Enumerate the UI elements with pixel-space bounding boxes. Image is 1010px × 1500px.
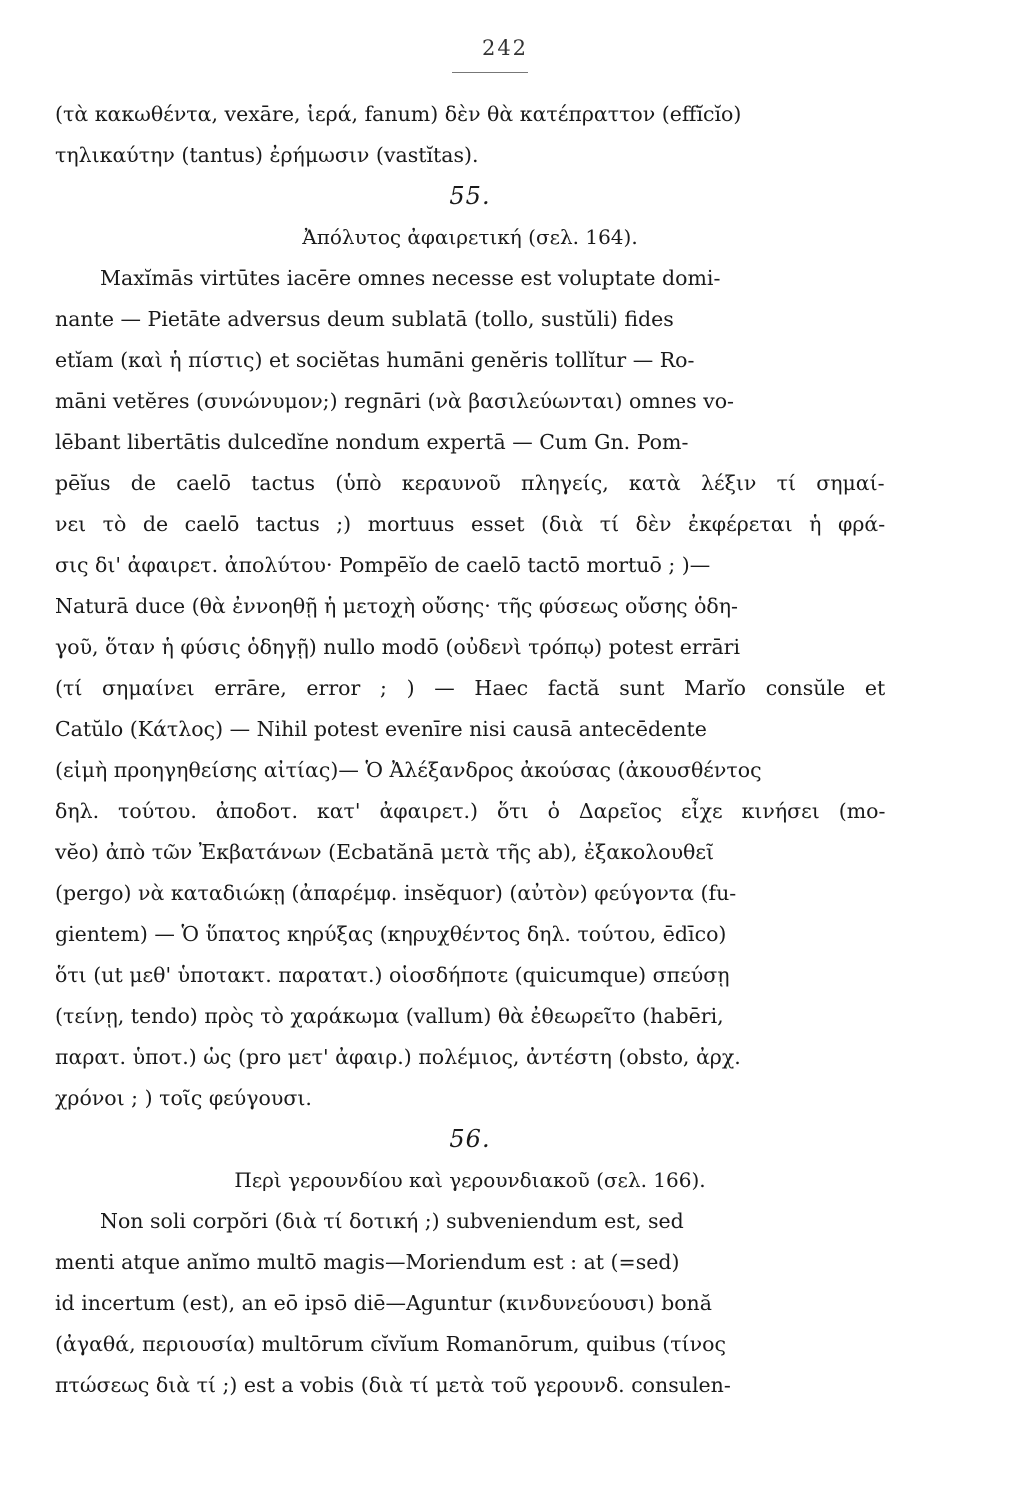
text-line: vĕo) ἀπὸ τῶν Ἐκβατάνων (Ecbatănā μετὰ τῆς ab), ἐξακολουθεῖ: [55, 840, 715, 864]
section-title: Περὶ γερουνδίου καὶ γερουνδιακοῦ (σελ. 166).: [234, 1168, 706, 1192]
text-line: Non soli corpŏri (διὰ τί δοτική ;) subveniendum est, sed: [100, 1209, 684, 1233]
text-line: σις δι' ἀφαιρετ. ἀπολύτου· Pompēĭo de caelō tactō mortuō ; )—: [55, 553, 711, 577]
text-line: γοῦ, ὅταν ἡ φύσις ὁδηγῇ) nullo modō (οὐδενὶ τρόπῳ) potest errāri: [55, 635, 741, 659]
text-line: Maxĭmās virtūtes iacēre omnes necesse est voluptate domi-: [100, 266, 721, 290]
text-line: id incertum (est), an eō ipsō diē—Aguntur (κινδυνεύουσι) bonă: [55, 1291, 712, 1315]
text-line: lēbant libertātis dulcedĭne nondum expertā — Cum Gn. Pom-: [55, 430, 689, 454]
text-line: (τί σημαίνει errāre, error ; ) — Haec factă sunt Marĭo consŭle et: [55, 676, 885, 700]
text-line: δηλ. τούτου. ἀποδοτ. κατ' ἀφαιρετ.) ὅτι ὁ Δαρεῖος εἶχε κινήσει (mo-: [55, 799, 885, 823]
page-number: 242: [481, 36, 529, 60]
section-number: 55.: [449, 182, 491, 210]
text-line: ὅτι (ut μεθ' ὑποτακτ. παρατατ.) οἱοσδήποτε (quicumque) σπεύσῃ: [55, 963, 730, 987]
section-number: 56.: [449, 1125, 491, 1153]
text-line: (εἰμὴ προηγηθείσης αἰτίας)— Ὁ Ἀλέξανδρος ἀκούσας (ἀκουσθέντος: [55, 758, 762, 782]
text-line: τηλικαύτην (tantus) ἐρήμωσιν (vastĭtas).: [55, 143, 479, 167]
text-line: Naturā duce (θὰ ἐννοηθῇ ἡ μετοχὴ οὔσης· τῆς φύσεως οὔσης ὁδη-: [55, 594, 738, 618]
text-line: Catŭlo (Κάτλος) — Nihil potest evenīre nisi causā antecēdente: [55, 717, 707, 741]
page-body: [55, 94, 885, 1406]
text-line: (ἀγαθά, περιουσία) multōrum cĭvĭum Romanōrum, quibus (τίνος: [55, 1332, 726, 1356]
text-line: χρόνοι ; ) τοῖς φεύγουσι.: [55, 1086, 312, 1110]
text-line: πτώσεως διὰ τί ;) est a vobis (διὰ τί μετὰ τοῦ γερουνδ. consulen-: [55, 1373, 731, 1397]
text-line: etĭam (καὶ ἡ πίστις) et sociĕtas humāni genĕris tollĭtur — Ro-: [55, 348, 695, 372]
text-line: (pergo) νὰ καταδιώκῃ (ἀπαρέμφ. insĕquor) (αὐτὸν) φεύγοντα (fu-: [55, 881, 737, 905]
text-line: παρατ. ὑποτ.) ὡς (pro μετ' ἀφαιρ.) πολέμιος, ἀντέστη (obsto, ἀρχ.: [55, 1045, 741, 1069]
text-line: pēĭus de caelō tactus (ὑπὸ κεραυνοῦ πληγείς, κατὰ λέξιν τί σημαί-: [55, 471, 885, 495]
text-line: (τείνῃ, tendo) πρὸς τὸ χαράκωμα (vallum) θὰ ἐθεωρεῖτο (habēri,: [55, 1004, 724, 1028]
text-line: νει τὸ de caelō tactus ;) mortuus esset (διὰ τί δὲν ἐκφέρεται ἡ φρά-: [55, 512, 885, 536]
text-line: gientem) — Ὁ ὕπατος κηρύξας (κηρυχθέντος δηλ. τούτου, ēdīco): [55, 922, 727, 946]
text-line: menti atque anĭmo multō magis—Moriendum est : at (=sed): [55, 1250, 680, 1274]
text-line: (τὰ κακωθέντα, vexāre, ἱερά, fanum) δὲν θὰ κατέπραττον (effĭcĭo): [55, 102, 742, 126]
text-line: nante — Pietāte adversus deum sublatā (tollo, sustŭli) fides: [55, 307, 674, 331]
section-title: Ἀπόλυτος ἀφαιρετική (σελ. 164).: [302, 225, 638, 249]
header-rule: [452, 72, 528, 73]
text-line: māni vetĕres (συνώνυμον;) regnāri (νὰ βασιλεύωνται) omnes vo-: [55, 389, 734, 413]
